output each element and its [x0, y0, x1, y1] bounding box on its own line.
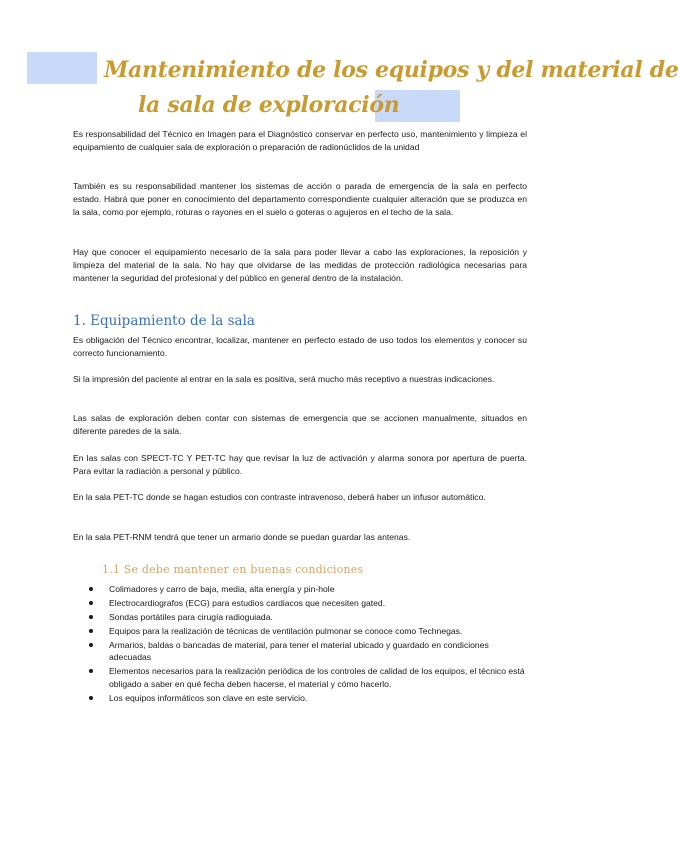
section-paragraph-4: En las salas con SPECT-TC Y PET-TC hay que revisar la luz de activación y alarma sonora por apertura de puerta. Para evitar la radiación a personal y público. — [73, 453, 527, 477]
page-title-line-1: Mantenimiento de los equipos y del material de — [104, 57, 679, 83]
list-item-text: Equipos para la realización de técnicas de ventilación pulmonar se conoce como Technegas. — [109, 626, 463, 636]
list-item — [87, 625, 527, 637]
bullet-icon — [89, 615, 93, 619]
list-item — [87, 583, 527, 595]
list-item — [87, 611, 527, 623]
intro-paragraph-2: También es su responsabilidad mantener los sistemas de acción o parada de emergencia de la sala en perfecto estado. Habrá que poner en conocimiento del departamento correspondiente cualquier alteración que se produzca en la sala, como por ejemplo, roturas o rayones en el suelo o goteras o agujeros en el techo de la sala. — [73, 181, 527, 218]
list-item-text: Los equipos informáticos son clave en este servicio. — [109, 692, 308, 703]
list-item — [87, 665, 527, 690]
list-item-text: Sondas portátiles para cirugía radioguiada. — [109, 612, 273, 622]
section-paragraph-2: Si la impresión del paciente al entrar en la sala es positiva, será mucho más receptivo a nuestras indicaciones. — [73, 374, 495, 384]
bullet-icon — [89, 696, 93, 700]
section-paragraph-3: Las salas de exploración deben contar con sistemas de emergencia que se accionen manualmente, situados en diferente paredes de la sala. — [73, 413, 527, 437]
bullet-icon — [89, 587, 93, 591]
bullet-icon — [89, 643, 93, 647]
list-item-text: Elementos necesarios para la realización periódica de los controles de calidad de los equipos, el técnico está obligado a saber en qué fecha deben hacerse, el material y cómo hacerlo. — [109, 666, 525, 689]
list-item-text: Colimadores y carro de baja, media, alta energía y pin-hole — [109, 584, 335, 594]
bullet-icon — [89, 629, 93, 633]
intro-paragraph-3: Hay que conocer el equipamiento necesario de la sala para poder llevar a cabo las exploraciones, la reposición y limpieza del material de la sala. No hay que olvidarse de las medidas de protección radiológica necesarias para mantener la seguridad del profesional y del público en general dentro de la instalación. — [73, 247, 527, 284]
subsection-heading: 1.1 Se debe mantener en buenas condiciones — [102, 563, 364, 576]
section-paragraph-1: Es obligación del Técnico encontrar, localizar, mantener en perfecto estado de uso todos los elementos y conocer su correcto funcionamiento. — [73, 335, 527, 359]
page-title-line-2: la sala de exploración — [138, 92, 400, 118]
list-item-text: Electrocardiografos (ECG) para estudios cardiacos que necesiten gated. — [109, 598, 386, 608]
list-item — [87, 639, 527, 664]
list-item-text: Armarios, baldas o bancadas de material, para tener el material ubicado y guardado en condiciones adecuadas — [109, 640, 489, 663]
list-item — [87, 597, 527, 609]
highlight-block-left — [27, 52, 97, 84]
bullet-icon — [89, 601, 93, 605]
section-paragraph-6: En la sala PET-RNM tendrá que tener un armario donde se puedan guardar las antenas. — [73, 532, 411, 542]
intro-paragraph-1: Es responsabilidad del Técnico en Imagen para el Diagnóstico conservar en perfecto uso, mantenimiento y limpieza el equipamiento de cualquier sala de exploración o preparación de radionúclidos de la unidad — [73, 129, 527, 153]
maintenance-list — [87, 583, 527, 706]
bullet-icon — [89, 669, 93, 673]
section-heading-equipamiento: 1. Equipamiento de la sala — [73, 313, 255, 329]
list-item — [87, 692, 527, 704]
section-paragraph-5: En la sala PET-TC donde se hagan estudios con contraste intravenoso, deberá haber un infusor automático. — [73, 492, 486, 502]
